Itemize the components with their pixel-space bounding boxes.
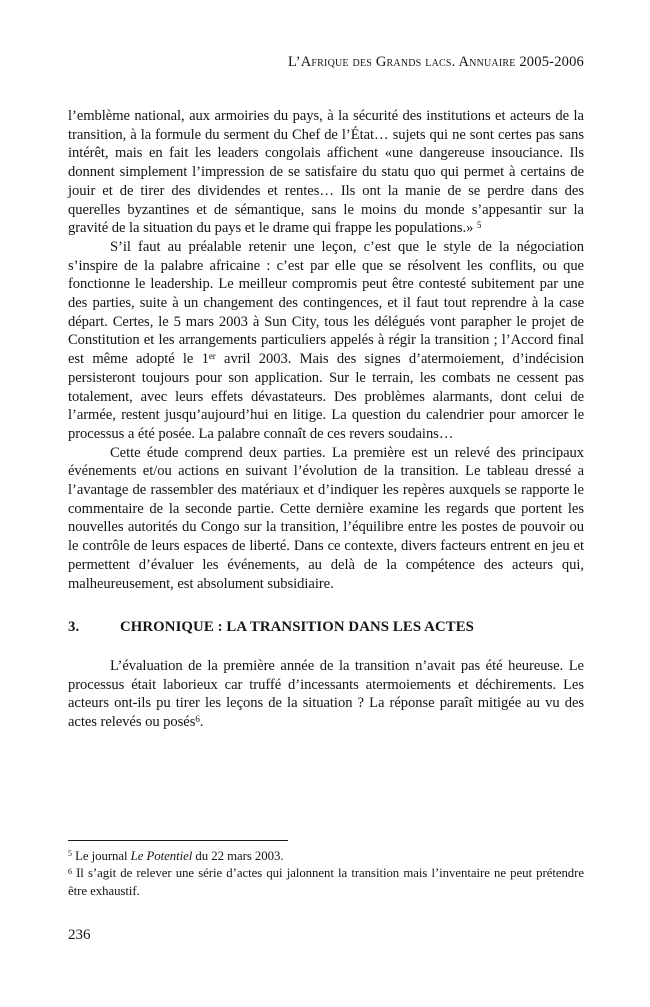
- section-number: 3.: [68, 619, 80, 636]
- paragraph-2-text-after: avril 2003. Mais des signes d’atermoiement, d’indécision persisteront toujours pour son application. Sur le terrain, les combats ne cessent pas totalement, avec leurs effets dévastateurs. Des problèmes alarmants, dont celui de l’armée, restent jusqu’aujourd’hui en litige. La question du calendrier pour amorcer le processus a été posée. La palabre connaît de ces revers soudains…: [68, 351, 584, 442]
- paragraph-1: [68, 107, 584, 238]
- footnote-separator: [68, 840, 288, 841]
- footnote-6-marker: 6: [68, 866, 72, 876]
- running-header: L’Afrique des Grands lacs. Annuaire 2005-2006: [287, 54, 584, 70]
- paragraph-2: [68, 238, 584, 444]
- paragraph-4-text: L’évaluation de la première année de la transition n’avait pas été heureuse. Le processus était laborieux car truffé d’incessants atermoiements et déchirements. Les acteurs ont-ils pu tirer les leçons de la situation ? La réponse paraît mitigée au vu des actes relevés ou posés: [68, 657, 584, 731]
- footnote-ref-6: 6: [195, 714, 200, 725]
- footnote-ref-5: 5: [476, 220, 482, 231]
- paragraph-3: [68, 444, 584, 594]
- footnote-5-journal-title: Le Potentiel: [130, 849, 193, 863]
- footnote-6-text: Il s’agit de relever une série d’actes qui jalonnent la transition mais l’inventaire ne peut prétendre être exhaustif.: [68, 866, 584, 898]
- section-heading: [68, 618, 584, 637]
- paragraph-3-text: Cette étude comprend deux parties. La première est un relevé des principaux événements et/ou actions en suivant l’évolution de la transition. Le tableau dressé a l’avantage de rassembler des matériaux et d’indiquer les repères auxquels se rapporte le commentaire de la seconde partie. Cette dernière examine les regards que portent les nouvelles autorités du Congo sur la transition, l’équilibre entre les postes de pouvoir ou le contrôle de leurs espaces de liberté. Dans ce contexte, divers facteurs entrent en jeu et permettent d’évaluer les événements, au delà de la compétence des acteurs qui, malheureusement, est absolument subsidiaire.: [68, 444, 584, 592]
- footnote-5: [68, 848, 584, 865]
- paragraph-2-text-before: S’il faut au préalable retenir une leçon, c’est que le style de la négociation s’inspire de la palabre africaine : c’est par elle que se résolvent les conflits, ou que fonctionne le leadership. Le meilleur compromis peut être contesté subitement par une des parties, suite à un changement des contingences, et il faut tout reprendre à la case départ. Certes, le 5 mars 2003 à Sun City, tous les délégués vont parapher le projet de Constitution et les arrangements particuliers appelés à régir la transition ; l’Accord final est même adopté le 1: [68, 238, 584, 368]
- footnote-6: [68, 865, 584, 900]
- ordinal-indicator: er: [208, 351, 216, 362]
- page-number: 236: [68, 926, 91, 943]
- footnote-5-text-post: du 22 mars 2003.: [192, 849, 284, 863]
- paragraph-4-tail: .: [199, 714, 204, 731]
- paragraph-4: [68, 657, 584, 732]
- footnote-5-text-pre: Le journal: [71, 849, 131, 863]
- paragraph-1-text: l’emblème national, aux armoiries du pays, à la sécurité des institutions et acteurs de la transition, à la formule du serment du Chef de l’État… sujets qui ne sont certes pas sans intérêt, mais en fait les leaders congolais affichent «une dangereuse insouciance. Ils donnent simplement l’impression de se satisfaire du statu quo qui permet à certains de jouir et de tirer des dividendes et rentes… Ils ont la manie de se perdre dans des querelles byzantines et de sémantique, sans le moins du monde s’appesantir sur la gravité de la situation du pays et le drame qui frappe les populations.»: [68, 108, 584, 237]
- footnote-5-marker: 5: [68, 849, 72, 859]
- page-body: [68, 107, 584, 732]
- section-title: CHRONIQUE : LA TRANSITION DANS LES ACTES: [120, 619, 475, 636]
- page-footer: [68, 840, 584, 944]
